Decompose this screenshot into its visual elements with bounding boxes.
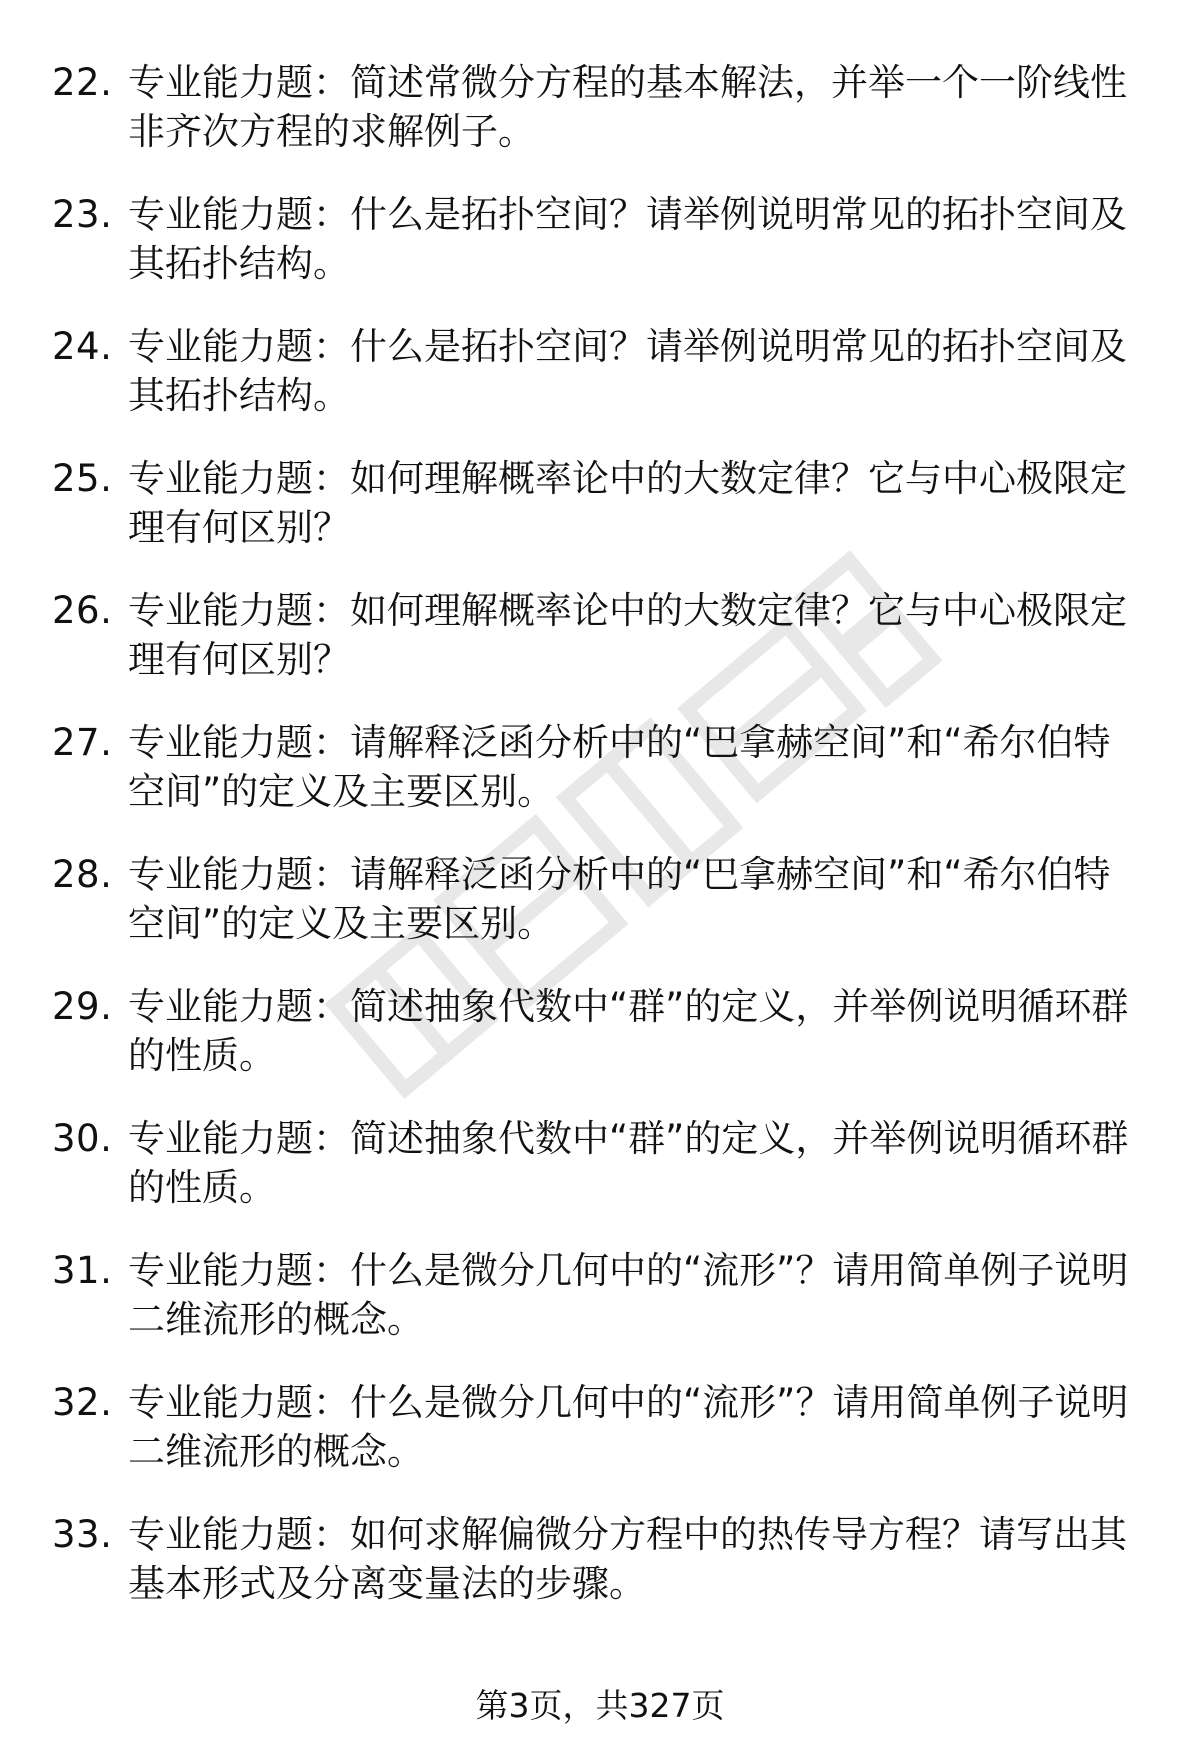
question-number: 26. <box>52 589 113 632</box>
question-list <box>52 58 1142 1642</box>
question-item <box>52 1378 1142 1476</box>
question-number: 24. <box>52 325 113 368</box>
question-item <box>52 1114 1142 1212</box>
question-item <box>52 454 1142 552</box>
question-number: 32. <box>52 1381 113 1424</box>
question-number: 31. <box>52 1249 113 1292</box>
question-number: 33. <box>52 1513 113 1556</box>
page-indicator: 第3页，共327页 <box>475 1686 725 1725</box>
question-text: 专业能力题：什么是拓扑空间？请举例说明常见的拓扑空间及其拓扑结构。 <box>128 325 1127 417</box>
question-text: 专业能力题：简述抽象代数中“群”的定义，并举例说明循环群的性质。 <box>128 1117 1129 1209</box>
question-item <box>52 58 1142 156</box>
question-item <box>52 322 1142 420</box>
question-text: 专业能力题：如何理解概率论中的大数定律？它与中心极限定理有何区别？ <box>128 457 1127 549</box>
question-item <box>52 718 1142 816</box>
question-number: 30. <box>52 1117 113 1160</box>
question-number: 22. <box>52 61 113 104</box>
question-number: 25. <box>52 457 113 500</box>
question-number: 27. <box>52 721 113 764</box>
question-item <box>52 850 1142 948</box>
question-text: 专业能力题：简述抽象代数中“群”的定义，并举例说明循环群的性质。 <box>128 985 1129 1077</box>
question-number: 23. <box>52 193 113 236</box>
question-item <box>52 190 1142 288</box>
question-text: 专业能力题：如何理解概率论中的大数定律？它与中心极限定理有何区别？ <box>128 589 1127 681</box>
question-text: 专业能力题：什么是拓扑空间？请举例说明常见的拓扑空间及其拓扑结构。 <box>128 193 1127 285</box>
question-text: 专业能力题：请解释泛函分析中的“巴拿赫空间”和“希尔伯特空间”的定义及主要区别。 <box>128 721 1111 813</box>
question-text: 专业能力题：如何求解偏微分方程中的热传导方程？请写出其基本形式及分离变量法的步骤。 <box>128 1513 1127 1605</box>
question-item <box>52 586 1142 684</box>
question-text: 专业能力题：什么是微分几何中的“流形”？请用简单例子说明二维流形的概念。 <box>128 1249 1129 1341</box>
question-item <box>52 1510 1142 1608</box>
question-text: 专业能力题：简述常微分方程的基本解法，并举一个一阶线性非齐次方程的求解例子。 <box>128 61 1127 153</box>
question-number: 28. <box>52 853 113 896</box>
question-text: 专业能力题：请解释泛函分析中的“巴拿赫空间”和“希尔伯特空间”的定义及主要区别。 <box>128 853 1111 945</box>
question-text: 专业能力题：什么是微分几何中的“流形”？请用简单例子说明二维流形的概念。 <box>128 1381 1129 1473</box>
question-number: 29. <box>52 985 113 1028</box>
question-item <box>52 982 1142 1080</box>
question-item <box>52 1246 1142 1344</box>
